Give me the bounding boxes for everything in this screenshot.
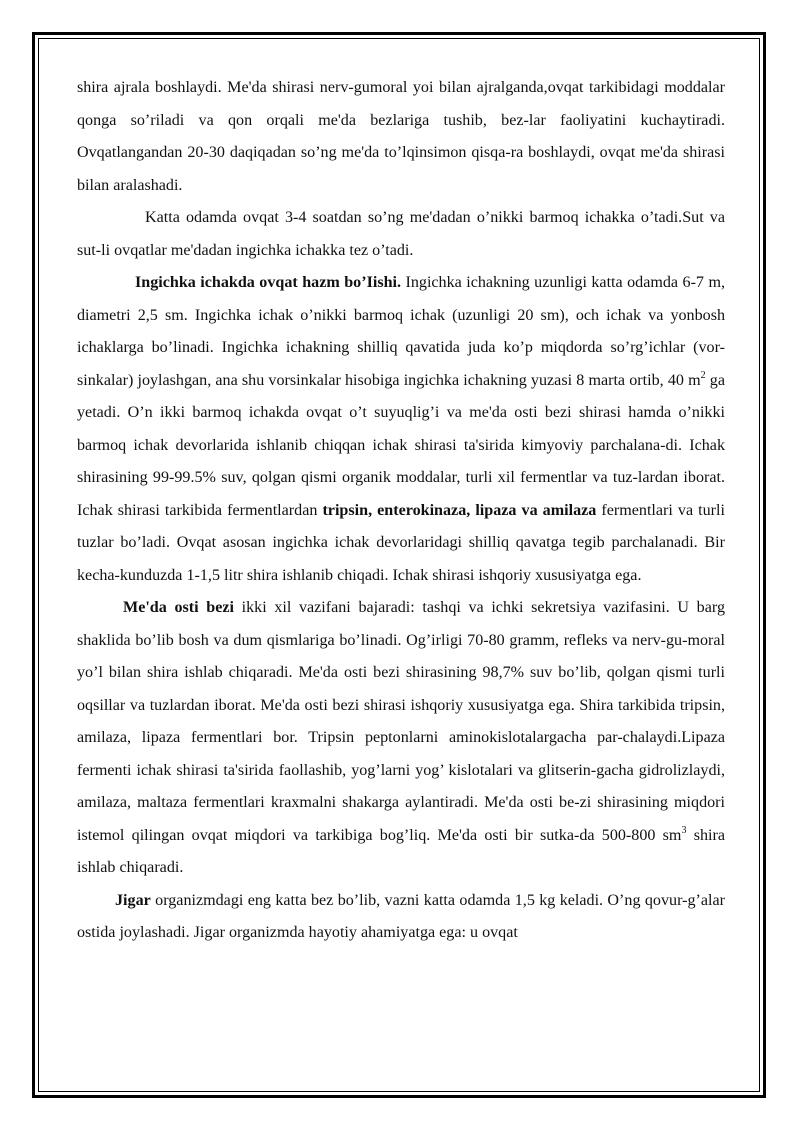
paragraph-small-intestine [77,267,725,592]
paragraph-text: organizmdagi eng katta bez bo’lib, vazni katta odamda 1,5 kg keladi. O’ng qovur-g’alar ostida joylashadi. Jigar organizmda hayotiy ahamiyatga ega: u ovqat [77,891,725,941]
paragraph-1: shira ajrala boshlaydi. Me'da shirasi nerv-gumoral yoi bilan ajralganda,ovqat tarkibidagi moddalar qonga so’riladi va qon orqali me'da bezlariga tushib, bez-lar faoliyatini kuchaytiradi. Ovqatlangandan 20-30 daqiqadan so’ng me'da to’lqinsimon qisqa-ra boshlaydi, ovqat me'da shirasi bilan aralashadi. [77,79,725,194]
paragraph-2: Katta odamda ovqat 3-4 soatdan so’ng me'dadan o’nikki barmoq ichakka o’tadi.Sut va sut-li ovqatlar me'dadan ingichka ichakka tez o’tadi. [77,209,725,259]
paragraph-text: fermentlari va turli tuzlar bo’ladi. Ovqat asosan ingichka ichak devorlaridagi shilliq qavatga tegib parchalanadi. Bir kecha-kunduzda 1-1,5 litr shira ishlanib chiqadi. Ichak shirasi ishqoriy xususiyatga ega. [77,501,725,584]
paragraph-liver [77,885,725,950]
document-body [77,72,725,950]
paragraph-pancreas [77,592,725,885]
superscript: 3 [681,824,687,836]
paragraph-text: Ingichka ichakning uzunligi katta odamda 6-7 m, diametri 2,5 sm. Ingichka ichak o’nikki barmoq ichak (uzunligi 20 sm), och ichak va yonbosh ichaklarga bo’linadi. Ingichka ichakning shilliq qavatida juda ko’p miqdorda so’rg’ichlar (vor-sinkalar) joylashgan, ana shu vorsinkalar hisobiga ingichka ichakning yuzasi 8 marta ortib, 40 m [77,274,725,389]
paragraph-text: shira ishlab chiqaradi. [77,826,725,876]
superscript: 2 [700,369,706,381]
paragraph-text: ga yetadi. O’n ikki barmoq ichakda ovqat o’t suyuqlig’i va me'da osti bezi shirasi hamda o’nikki barmoq ichak devorlarida ishlanib chiqqan ichak shirasi ta'sirida kimyoviy parchalana-di. Ichak shirasining 99-99.5% suv, qolgan qismi organik moddalar, turli xil fermentlar va tuz-lardan iborat. Ichak shirasi tarkibida fermentlardan [77,371,725,519]
paragraph-text: ikki xil vazifani bajaradi: tashqi va ichki sekretsiya vazifasini. U barg shaklida bo’lib bosh va dum qismlariga bo’linadi. Og’irligi 70-80 gramm, refleks va nerv-gu-moral yo’l bilan shira ishlab chiqaradi. Me'da osti bezi shirasining 98,7% suv bo’lib, qolgan qismi turli oqsillar va tuzlardan iborat. Me'da osti bezi shirasi ishqoriy xususiyatga ega. Shira tarkibida tripsin, amilaza, lipaza fermentlari bor. Tripsin peptonlarni aminokislotalargacha par-chalaydi.Lipaza fermenti ichak shirasi ta'sirida faollashib, yog’larni yog’ kislotalari va glitserin-gacha gidrolizlaydi, amilaza, maltaza fermentlari kraxmalni shakarga aylantiradi. Me'da osti be-zi shirasining miqdori istemol qilingan ovqat miqdori va tarkibiga bog’liq. Me'da osti bir sutka-da 500-800 sm [77,599,725,844]
section-heading-pancreas: Me'da osti bezi [123,599,234,616]
section-heading-liver: Jigar [115,891,151,909]
bold-enzymes: tripsin, enterokinaza, lipaza va amilaza [322,501,597,519]
section-heading-small-intestine: Ingichka ichakda ovqat hazm bo’Iishi. [135,274,402,291]
